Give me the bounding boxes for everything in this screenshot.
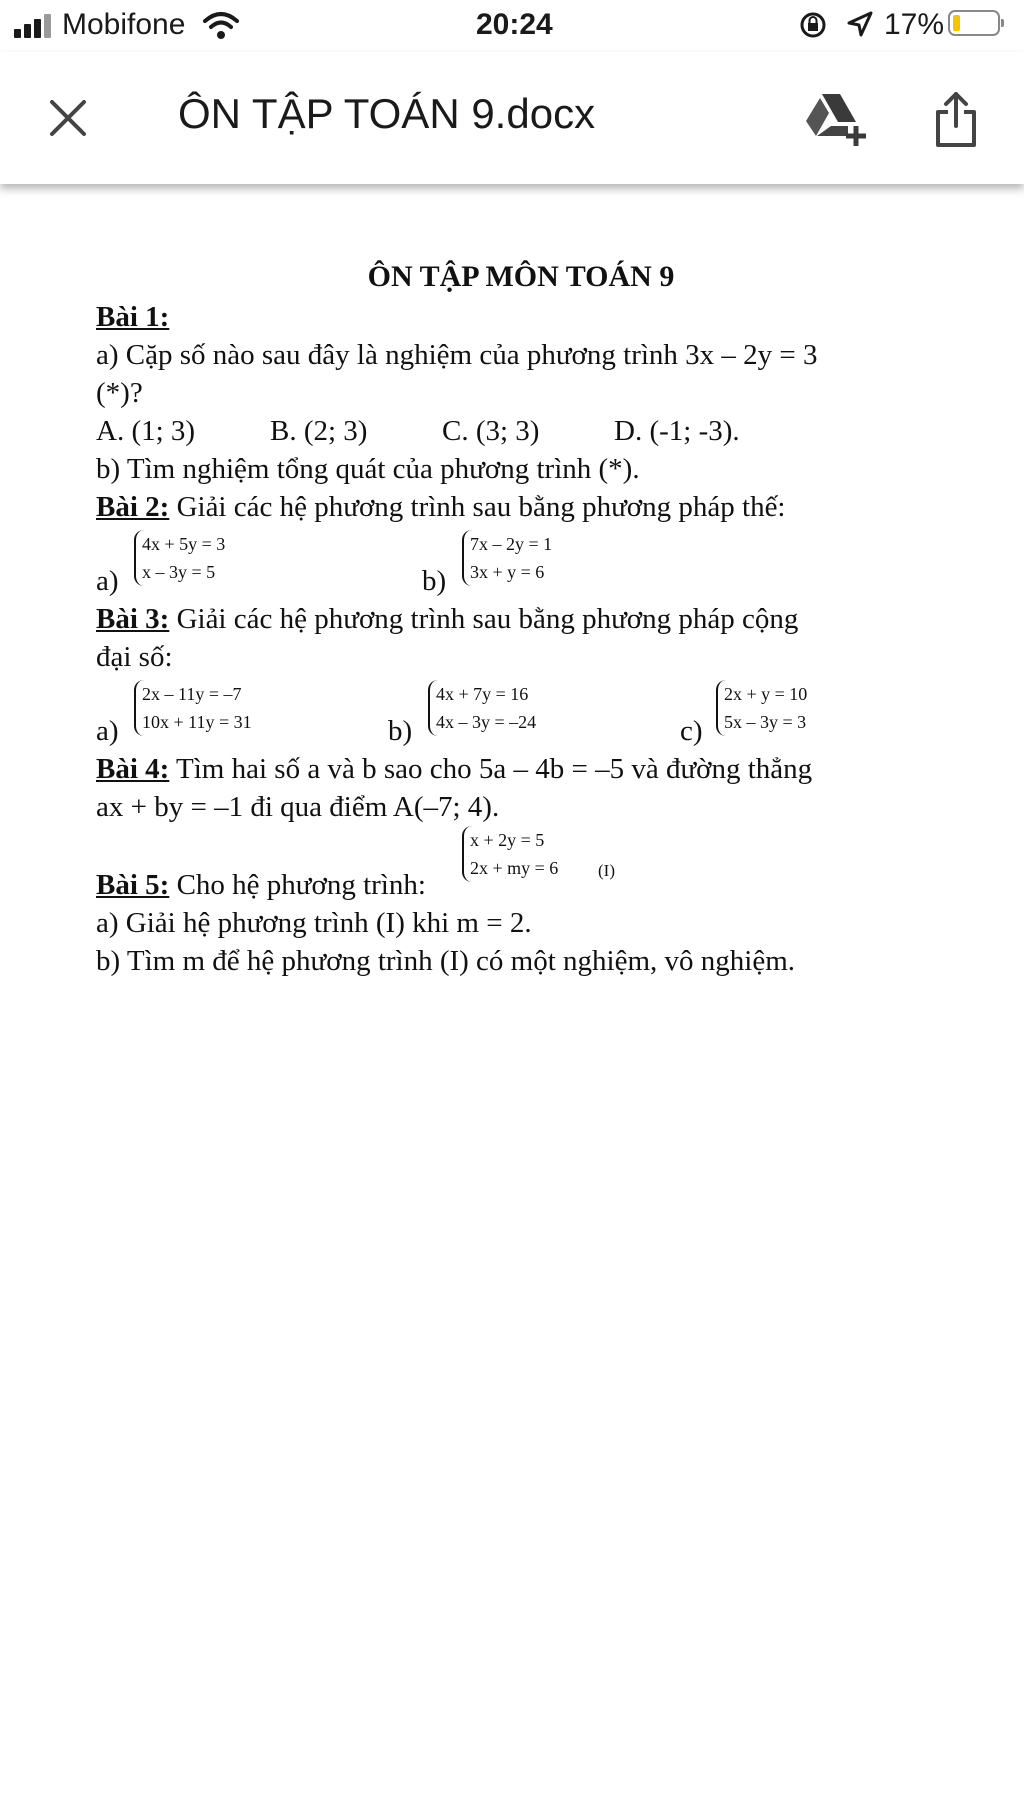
choice-b: B. (2; 3) xyxy=(270,415,368,447)
equation: 4x + 5y = 3 xyxy=(142,534,226,554)
bai1-question-b: b) Tìm nghiệm tổng quát của phương trình (*). xyxy=(96,453,640,485)
bai4-text-cont: ax + by = –1 đi qua điểm A(–7; 4). xyxy=(96,791,500,823)
system-mark: (I) xyxy=(598,861,615,880)
equation: 10x + 11y = 31 xyxy=(142,712,252,732)
battery-icon xyxy=(948,10,1000,36)
bai5-question-b: b) Tìm m để hệ phương trình (I) có một nghiệm, vô nghiệm. xyxy=(96,945,796,977)
equation: 2x + my = 6 xyxy=(470,858,559,878)
equation: 7x – 2y = 1 xyxy=(470,534,553,554)
battery-percent: 17% xyxy=(884,8,945,41)
share-icon[interactable] xyxy=(934,90,978,148)
system-label: b) xyxy=(422,565,447,597)
bai2-systems xyxy=(96,526,946,600)
equation-system xyxy=(428,680,536,736)
equation: 5x – 3y = 3 xyxy=(724,712,807,732)
choice-a: A. (1; 3) xyxy=(96,415,196,447)
system-label: b) xyxy=(388,715,413,747)
location-icon xyxy=(846,10,874,38)
equation-system xyxy=(462,826,558,882)
rotation-lock-icon xyxy=(798,10,828,40)
equation: 4x – 3y = –24 xyxy=(436,712,537,732)
signal-icon xyxy=(14,14,56,38)
equation-system xyxy=(462,530,552,586)
equation: 2x – 11y = –7 xyxy=(142,684,242,704)
bai3-text-cont: đại số: xyxy=(96,641,173,673)
status-bar xyxy=(0,0,1024,52)
system-label: a) xyxy=(96,715,119,747)
bai5-label: Bài 5: xyxy=(96,869,170,901)
clock: 20:24 xyxy=(476,8,553,41)
bai4-text: Tìm hai số a và b sao cho 5a – 4b = –5 và đường thẳng xyxy=(169,753,813,785)
equation: 3x + y = 6 xyxy=(470,562,545,582)
document-title: ÔN TẬP TOÁN 9.docx xyxy=(178,90,596,137)
bai2-text: Giải các hệ phương trình sau bằng phương pháp thế: xyxy=(169,491,786,523)
system-label: a) xyxy=(96,565,119,597)
document-body xyxy=(96,258,946,980)
bai1-choices xyxy=(96,412,946,450)
equation: 4x + 7y = 16 xyxy=(436,684,529,704)
bai1-question-a-cont: (*)? xyxy=(96,377,143,409)
document-heading: ÔN TẬP MÔN TOÁN 9 xyxy=(367,260,675,293)
equation-system xyxy=(134,680,252,736)
bai3-text: Giải các hệ phương trình sau bằng phương pháp cộng xyxy=(169,603,799,635)
bai5-text: Cho hệ phương trình: xyxy=(169,869,426,901)
system-label: c) xyxy=(680,715,703,747)
choice-d: D. (-1; -3). xyxy=(614,415,740,447)
equation-system xyxy=(134,530,225,586)
carrier-name: Mobifone xyxy=(62,8,186,41)
close-icon[interactable] xyxy=(46,96,90,140)
equation: x + 2y = 5 xyxy=(470,830,545,850)
drive-add-icon[interactable] xyxy=(804,90,866,146)
bai5-question-a: a) Giải hệ phương trình (I) khi m = 2. xyxy=(96,907,532,939)
toolbar xyxy=(0,52,1024,184)
equation-system xyxy=(716,680,807,736)
bai4-label: Bài 4: xyxy=(96,753,170,785)
bai3-systems xyxy=(96,676,946,750)
bai3-label: Bài 3: xyxy=(96,603,170,635)
equation: 2x + y = 10 xyxy=(724,684,808,704)
bai2-label: Bài 2: xyxy=(96,491,170,523)
bai1-question-a: a) Cặp số nào sau đây là nghiệm của phương trình 3x – 2y = 3 xyxy=(96,339,818,371)
wifi-icon xyxy=(202,10,240,40)
equation: x – 3y = 5 xyxy=(142,562,216,582)
bai1-label: Bài 1: xyxy=(96,301,170,333)
bai5-line xyxy=(96,826,946,904)
choice-c: C. (3; 3) xyxy=(442,415,540,447)
